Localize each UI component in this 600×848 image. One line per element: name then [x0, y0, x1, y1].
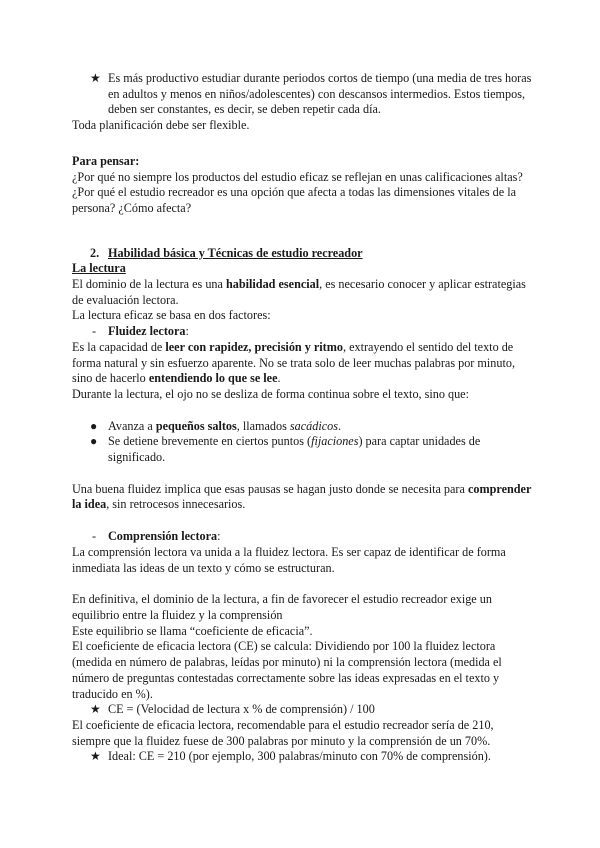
dash-marker: - — [92, 529, 97, 544]
ideal-bullet — [72, 749, 534, 765]
bullet-dot-icon: ● — [90, 418, 98, 433]
formula-bullet — [72, 702, 534, 718]
fluidez-heading: - Fluidez lectora: — [92, 324, 189, 339]
intro-bullet-text: Es más productivo estudiar durante periodos cortos de tiempo (una media de tres horas en adultos y menos en niños/adolescentes) con descansos intermedios. Estos tiempos, deben ser constantes, es decir, se deben repetir cada día. — [108, 71, 532, 117]
formula-text: CE = (Velocidad de lectura x % de comprensión) / 100 — [108, 702, 375, 717]
para-pensar-text: ¿Por qué no siempre los productos del estudio eficaz se reflejan en unas calificaciones altas? ¿Por qué el estudio recreador es una opción que afecta a todas las dimensiones vitales de la persona? ¿Cómo afecta? — [72, 169, 523, 215]
section-heading — [72, 246, 534, 262]
star-icon: ★ — [90, 71, 101, 85]
comprension-heading: - Comprensión lectora: — [92, 529, 221, 544]
definitiva-paragraph-1: En definitiva, el dominio de la lectura, a fin de favorecer el estudio recreador exige un equilibrio entre la fluidez y la comprensión — [72, 592, 492, 622]
para-pensar-title: Para pensar: — [72, 153, 140, 168]
fluidez-bullet-2: ● Se detiene brevemente en ciertos puntos (fijaciones) para captar unidades de significado. — [90, 434, 481, 465]
fluidez-paragraph-1: Es la capacidad de leer con rapidez, precisión y ritmo, extrayendo el sentido del texto de forma natural y sin esfuerzo aparente. No se trata solo de leer muchas palabras por minuto, sino de hacerlo entendiendo lo que se lee. — [72, 339, 515, 386]
definitiva-paragraph-2: Este equilibrio se llama “coeficiente de eficacia”. — [72, 623, 313, 638]
star-icon: ★ — [90, 749, 101, 764]
comprension-title: Comprensión lectora — [108, 529, 218, 544]
ideal-text: Ideal: CE = 210 (por ejemplo, 300 palabras/minuto con 70% de comprensión). — [108, 749, 491, 764]
lectura-paragraph-2: La lectura eficaz se basa en dos factores: — [72, 308, 271, 323]
planificacion-text: Toda planificación debe ser flexible. — [72, 118, 250, 133]
bullet-dot-icon: ● — [90, 434, 98, 449]
document-page — [72, 71, 534, 765]
fluidez-title: Fluidez lectora — [108, 324, 186, 339]
lectura-paragraph-1: El dominio de la lectura es una habilidad esencial, es necesario conocer y aplicar estrategias de evaluación lectora. — [72, 277, 526, 307]
section-title: Habilidad básica y Técnicas de estudio recreador — [108, 245, 363, 260]
fluidez-bullet-1: ● Avanza a pequeños saltos, llamados sacádicos. — [90, 418, 342, 433]
dash-marker: - — [92, 324, 97, 339]
section-number: 2. — [90, 245, 100, 260]
definitiva-paragraph-3: El coeficiente de eficacia lectora (CE) se calcula: Dividiendo por 100 la fluidez lectora (medida en número de palabras, leídas por minuto) ni la comprensión lectora (medida el número de preguntas contestadas correctamente sobre las ideas expresadas en el texto y traducido en %). — [72, 639, 502, 701]
comprension-paragraph: La comprensión lectora va unida a la fluidez lectora. Es ser capaz de identificar de forma inmediata las ideas de un texto y cómo se estructuran. — [72, 544, 506, 575]
fluidez-paragraph-3: Una buena fluidez implica que esas pausas se hagan justo donde se necesita para comprender la idea, sin retrocesos innecesarios. — [72, 481, 532, 512]
recomendable-paragraph: El coeficiente de eficacia lectora, recomendable para el estudio recreador sería de 210, siempre que la fluidez fuese de 300 palabras por minuto y la comprensión de un 70%. — [72, 717, 494, 748]
subsection-title: La lectura — [72, 261, 126, 276]
intro-bullet — [72, 71, 534, 118]
star-icon: ★ — [90, 702, 101, 717]
fluidez-paragraph-2: Durante la lectura, el ojo no se desliza de forma continua sobre el texto, sino que: — [72, 386, 469, 401]
